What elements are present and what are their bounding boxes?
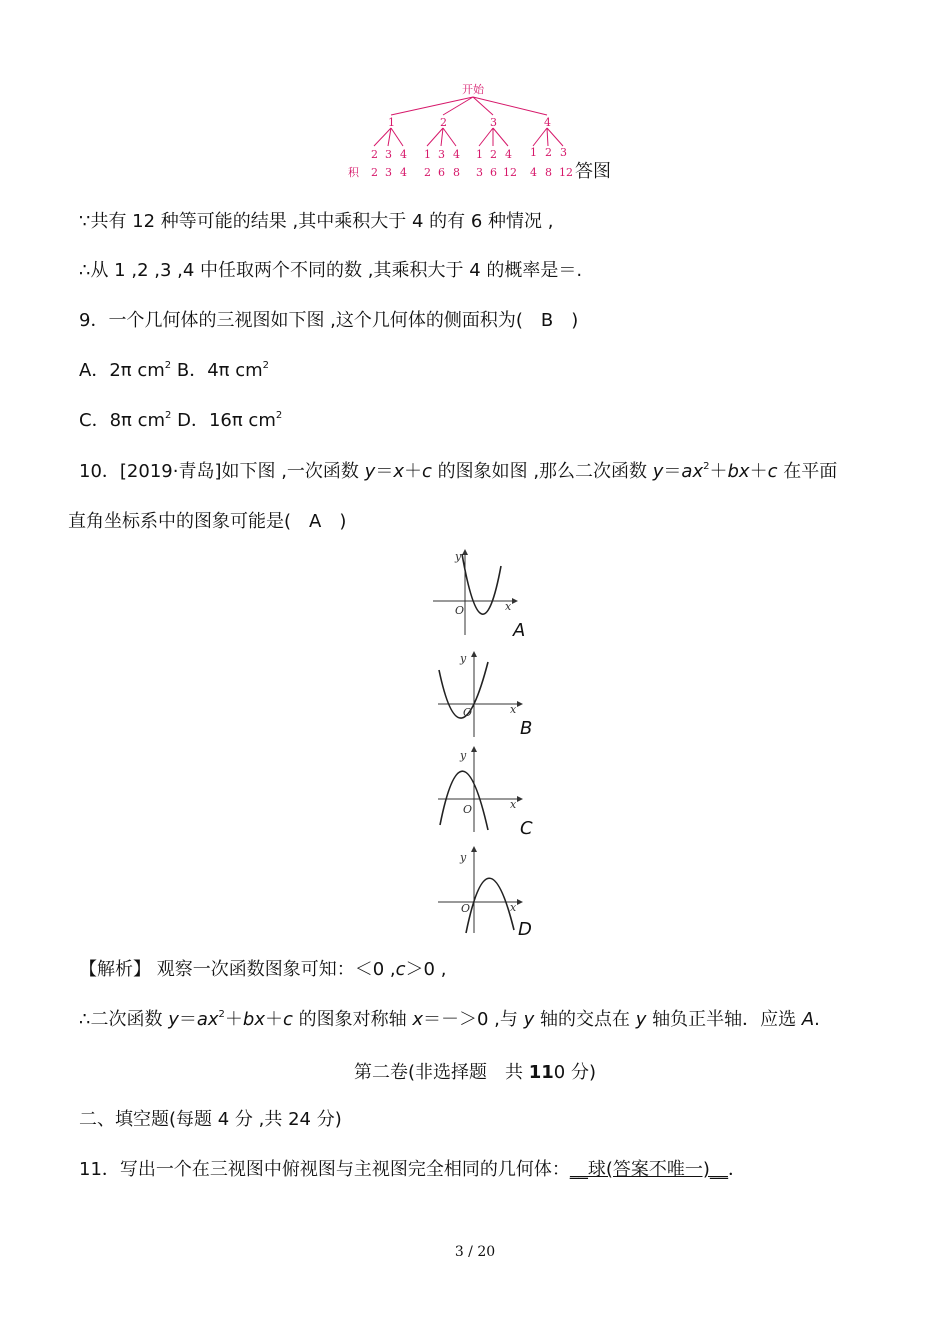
tree-l2: 3 <box>560 146 567 159</box>
tree-l2: 1 <box>424 148 431 161</box>
tree-product: 6 <box>490 166 497 179</box>
sup-2: 2 <box>218 1009 225 1020</box>
analysis-var: y <box>168 1009 179 1030</box>
question-11 <box>79 1158 746 1182</box>
axis-x-label: x <box>510 901 517 914</box>
tree-l2: 2 <box>371 148 378 161</box>
section-text: 第二卷(非选择题 共 <box>353 1062 529 1083</box>
q10-text: 在平面 <box>777 461 838 482</box>
analysis-text: 的图象对称轴 <box>292 1009 413 1030</box>
graph-b <box>430 650 525 740</box>
question-10 <box>79 460 837 484</box>
tree-l2: 1 <box>476 148 483 161</box>
q10-op: ＋ <box>709 461 728 482</box>
graph-b-label: B <box>520 718 533 739</box>
q10-var: x <box>393 461 404 482</box>
analysis-op: ＋ <box>224 1009 243 1030</box>
analysis-2 <box>79 1008 820 1032</box>
question-9: 9．一个几何体的三视图如下图 ,这个几何体的侧面积为( B ) <box>79 310 579 331</box>
tree-l2: 4 <box>453 148 460 161</box>
tree-product: 8 <box>453 166 460 179</box>
statement-2: ∴从 1 ,2 ,3 ,4 中任取两个不同的数 ,其乘积大于 4 的概率是＝. <box>79 260 583 281</box>
q10-var: ax <box>681 461 704 482</box>
tree-l2: 4 <box>505 148 512 161</box>
analysis-var: y <box>523 1009 535 1030</box>
sup-2: 2 <box>275 410 283 421</box>
tree-product: 2 <box>424 166 431 179</box>
axis-x-label: x <box>505 600 512 613</box>
q9-options-ab <box>79 359 269 383</box>
tree-product: 4 <box>400 166 407 179</box>
axis-y-label: y <box>455 550 462 563</box>
page-number: 3 / 20 <box>454 1244 496 1260</box>
origin-label: O <box>461 902 471 915</box>
tree-l1-4: 4 <box>544 116 551 129</box>
q9-option-d: D．16π cm <box>171 410 276 431</box>
tree-l1-3: 3 <box>490 116 497 129</box>
tree-product: 6 <box>438 166 445 179</box>
sup-2: 2 <box>164 360 172 371</box>
q10-var: c <box>767 461 778 482</box>
sup-2: 2 <box>262 360 270 371</box>
axis-x-label: x <box>510 703 517 716</box>
tree-l1-1: 1 <box>388 116 395 129</box>
origin-label: O <box>463 706 473 719</box>
tree-l1-2: 2 <box>440 116 447 129</box>
axis-y-label: y <box>460 652 467 665</box>
analysis-text: ＝－＞0 ,与 <box>423 1009 524 1030</box>
q10-op: ＋ <box>749 461 768 482</box>
graph-a-label: A <box>513 620 526 641</box>
q9-option-c: C．8π cm <box>79 410 166 431</box>
tree-product: 12 <box>503 166 517 179</box>
tree-product: 4 <box>530 166 537 179</box>
axis-x-label: x <box>510 798 517 811</box>
axis-y-label: y <box>460 749 467 762</box>
tree-product: 3 <box>476 166 483 179</box>
sup-2: 2 <box>165 410 172 421</box>
q10-var: y <box>652 461 664 482</box>
tree-product: 2 <box>371 166 378 179</box>
q9-options-cd <box>79 409 282 433</box>
q10-var: c <box>421 461 432 482</box>
analysis-text: 轴负正半轴．应选 <box>646 1009 802 1030</box>
graph-c-label: C <box>520 818 533 839</box>
origin-label: O <box>463 803 473 816</box>
sup-2: 2 <box>703 461 710 472</box>
origin-label: O <box>455 604 465 617</box>
analysis-var: c <box>282 1009 293 1030</box>
tree-caption: 答图 <box>575 161 611 182</box>
q11-text: ． <box>727 1159 746 1180</box>
tree-l2: 1 <box>530 146 537 159</box>
tree-product: 3 <box>385 166 392 179</box>
question-10-line2: 直角坐标系中的图象可能是( A ) <box>68 511 347 532</box>
q11-answer: __球(答案不唯一)__ <box>569 1159 728 1180</box>
tree-l2: 3 <box>438 148 445 161</box>
graph-a <box>425 548 520 638</box>
q10-op: ＝ <box>375 461 394 482</box>
tree-root: 开始 <box>462 83 484 96</box>
tree-product-label: 积 <box>348 166 359 179</box>
analysis-text: ∴二次函数 <box>79 1009 169 1030</box>
section-title <box>0 1058 950 1084</box>
graph-d <box>430 845 525 935</box>
analysis-var: ax <box>196 1009 219 1030</box>
q10-op: ＋ <box>403 461 422 482</box>
q10-op: ＝ <box>663 461 682 482</box>
analysis-1 <box>79 958 446 982</box>
analysis-var: y <box>635 1009 647 1030</box>
q10-var: y <box>364 461 376 482</box>
analysis-var: c <box>395 959 406 980</box>
tree-l2: 4 <box>400 148 407 161</box>
statement-1: ∵共有 12 种等可能的结果 ,其中乘积大于 4 的有 6 种情况 , <box>79 211 554 232</box>
tree-l2: 2 <box>490 148 497 161</box>
tree-product: 12 <box>559 166 573 179</box>
q9-option-a: A．2π cm <box>79 360 165 381</box>
tree-l2: 3 <box>385 148 392 161</box>
tree-l2: 2 <box>545 146 552 159</box>
analysis-text: ＞0 , <box>405 959 447 980</box>
analysis-text: 轴的交点在 <box>534 1009 636 1030</box>
part-2-heading: 二、填空题(每题 4 分 ,共 24 分) <box>79 1109 342 1130</box>
q9-option-b: B．4π cm <box>171 360 263 381</box>
analysis-var: x <box>412 1009 423 1030</box>
analysis-op: ＝ <box>178 1009 197 1030</box>
q10-var: bx <box>727 461 750 482</box>
tree-product: 8 <box>545 166 552 179</box>
analysis-var: A <box>801 1009 815 1030</box>
q10-text: 的图象如图 ,那么二次函数 <box>431 461 653 482</box>
section-bold: 11 <box>528 1062 554 1083</box>
section-text: 0 分) <box>553 1062 596 1083</box>
q10-text: 10．[2019·青岛]如下图 ,一次函数 <box>79 461 365 482</box>
q11-text: 11．写出一个在三视图中俯视图与主视图完全相同的几何体： <box>79 1159 570 1180</box>
analysis-var: bx <box>242 1009 265 1030</box>
graph-d-label: D <box>518 919 532 940</box>
graph-c <box>430 745 525 835</box>
analysis-op: ＋ <box>264 1009 283 1030</box>
analysis-text: . <box>814 1009 820 1030</box>
axis-y-label: y <box>460 851 467 864</box>
analysis-text: 【解析】 观察一次函数图象可知：＜0 , <box>79 959 396 980</box>
